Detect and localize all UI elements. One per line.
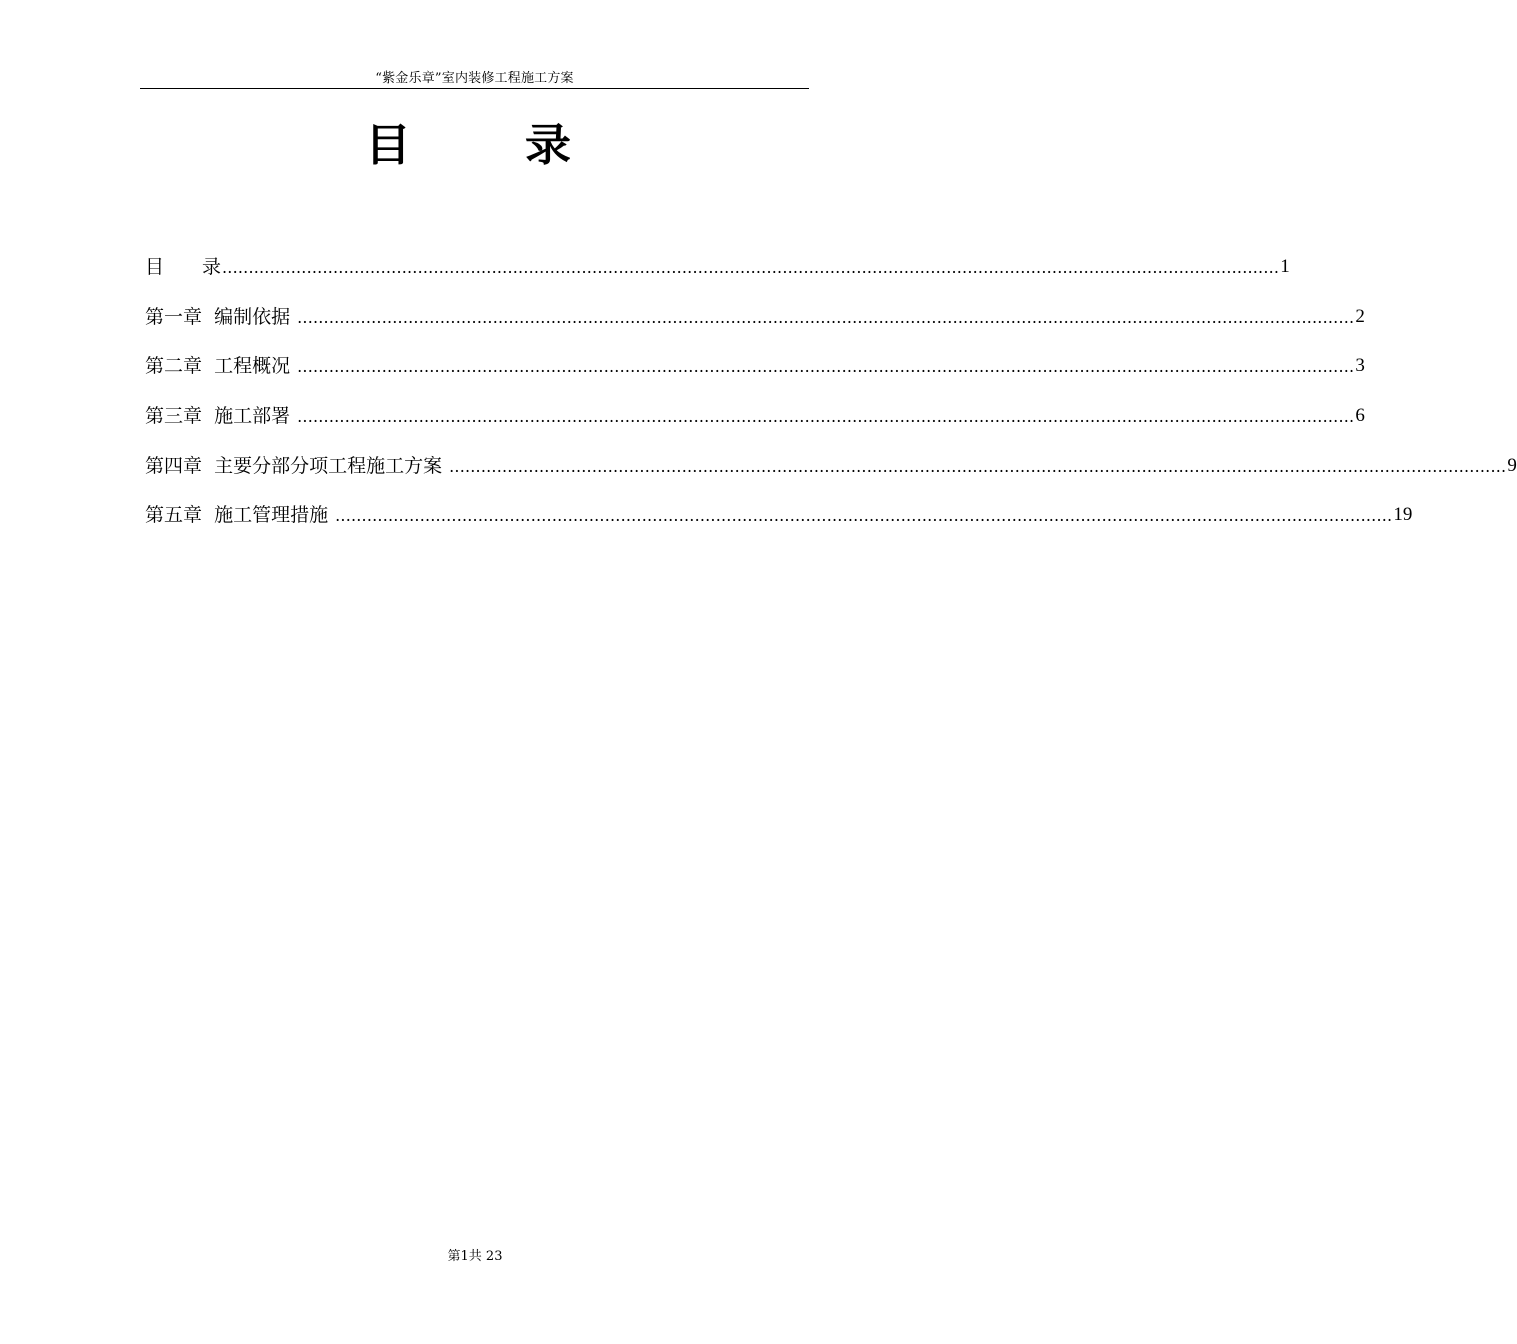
header-rule xyxy=(140,88,809,89)
toc-entry-page: 9 xyxy=(1507,455,1517,476)
toc-entry-label: 第四章 主要分部分项工程施工方案 xyxy=(145,455,449,477)
toc-entry-label: 第二章 工程概况 xyxy=(145,355,297,377)
toc-entry[interactable] xyxy=(145,488,1413,528)
running-header: “紫金乐章”室内装修工程施工方案 xyxy=(375,71,574,86)
toc-entry[interactable] xyxy=(145,240,1290,280)
page-number-footer: 第1共 23 xyxy=(447,1249,503,1264)
toc-entry-page: 19 xyxy=(1393,504,1413,525)
toc-entry-label: 第一章 编制依据 xyxy=(145,306,297,328)
toc-leader-dots: ........................................................................................................................................................................................................ xyxy=(335,506,1393,525)
page-title-char-1: 目 xyxy=(364,120,412,171)
toc-entry-label: 第三章 施工部署 xyxy=(145,405,297,427)
toc-leader-dots: ........................................................................................................................................................................................................ xyxy=(222,258,1280,277)
toc-entry-label: 目 录 xyxy=(145,256,222,278)
toc-entry-page: 1 xyxy=(1280,256,1290,277)
toc-entry-label: 第五章 施工管理措施 xyxy=(145,504,335,526)
toc-leader-dots: ........................................................................................................................................................................................................ xyxy=(297,308,1355,327)
toc-leader-dots: ........................................................................................................................................................................................................ xyxy=(449,457,1507,476)
toc-leader-dots: ........................................................................................................................................................................................................ xyxy=(297,407,1355,426)
toc-entry[interactable] xyxy=(145,339,1365,379)
page-title-char-2: 录 xyxy=(524,120,572,171)
toc-entry-page: 6 xyxy=(1355,405,1365,426)
toc-leader-dots: ........................................................................................................................................................................................................ xyxy=(297,357,1355,376)
toc-entry-page: 3 xyxy=(1355,355,1365,376)
toc-entry[interactable] xyxy=(145,439,1517,479)
page-title xyxy=(0,118,950,178)
toc-entry[interactable] xyxy=(145,290,1365,330)
toc-entry[interactable] xyxy=(145,389,1365,429)
toc-entry-page: 2 xyxy=(1355,306,1365,327)
